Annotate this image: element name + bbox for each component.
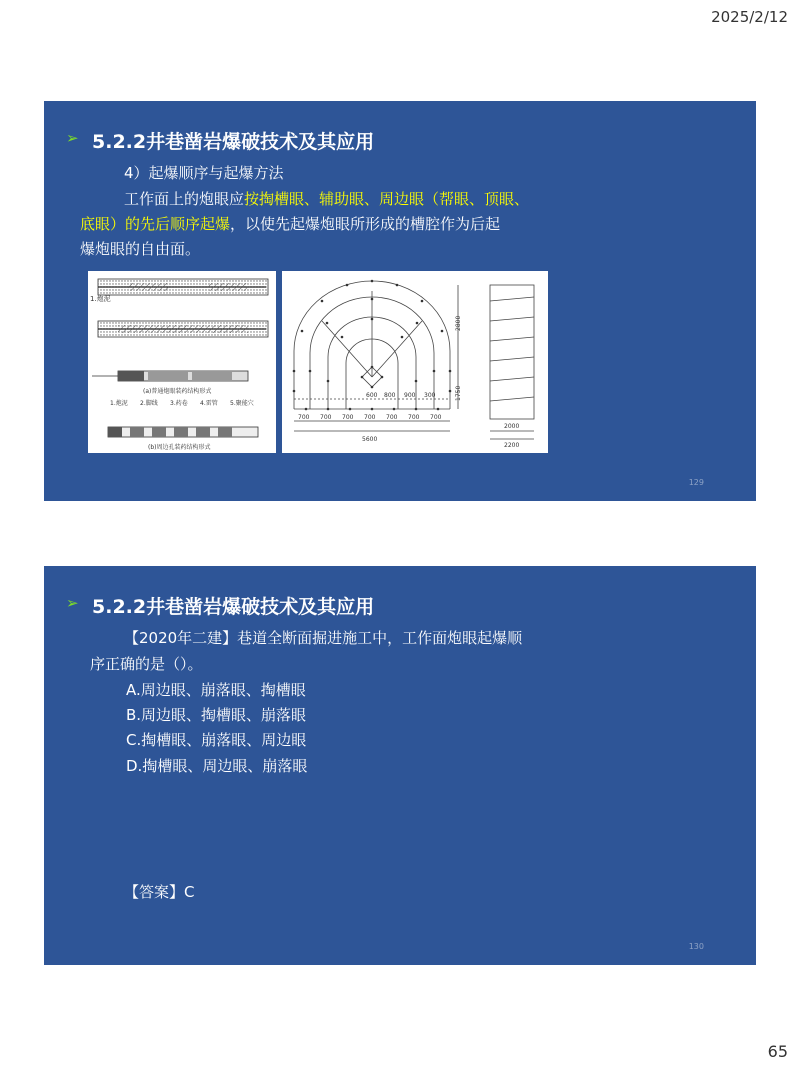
- slide-number: 129: [688, 478, 704, 487]
- spacing-1: 600: [366, 392, 378, 399]
- paragraph-line-2: [80, 212, 500, 237]
- spacing-bottom-7: 700: [430, 414, 442, 421]
- dim-width-total: 5600: [362, 436, 378, 443]
- option-b: B.周边眼、掏槽眼、崩落眼: [126, 706, 307, 724]
- legend-5: 5.聚能穴: [230, 400, 254, 407]
- option-d: D.掏槽眼、周边眼、崩落眼: [126, 757, 308, 775]
- answer: 【答案】C: [124, 883, 195, 901]
- slide-129: [44, 101, 756, 501]
- paragraph-line-1: [124, 187, 529, 212]
- legend-2: 2.脚线: [140, 400, 158, 407]
- arrow-bullet-icon: ➢: [66, 594, 79, 612]
- slide-title: [66, 592, 375, 619]
- fig-label-a: (a)普通炮眼装药结构形式: [143, 388, 212, 395]
- dim-side: 2200: [504, 442, 520, 449]
- text-highlight: 底眼）的先后顺序起爆: [80, 215, 231, 233]
- legend-3: 3.药卷: [170, 400, 188, 407]
- subtitle: 4）起爆顺序与起爆方法: [124, 164, 284, 182]
- spacing-3: 900: [404, 392, 416, 399]
- slide-130: [44, 566, 756, 965]
- spacing-bottom-3: 700: [342, 414, 354, 421]
- charge-structure-figure: [88, 271, 276, 453]
- text-highlight: 按掏槽眼、辅助眼、周边眼（帮眼、顶眼、: [244, 190, 530, 208]
- tunnel-blasthole-layout-figure: [282, 271, 548, 453]
- paragraph-line-3: 爆炮眼的自由面。: [80, 240, 201, 258]
- option-a: A.周边眼、崩落眼、掏槽眼: [126, 681, 306, 699]
- arrow-bullet-icon: ➢: [66, 129, 79, 147]
- spacing-bottom-6: 700: [408, 414, 420, 421]
- spacing-bottom-5: 700: [386, 414, 398, 421]
- spacing-2: 800: [384, 392, 396, 399]
- slide-number: 130: [688, 942, 704, 951]
- page-number: 65: [767, 1042, 788, 1061]
- slide-title-text: 5.2.2井巷凿岩爆破技术及其应用: [92, 596, 375, 618]
- legend-1: 1.炮泥: [110, 400, 128, 407]
- legend-4: 4.雷管: [200, 400, 218, 407]
- svg-text:1.炮泥: 1.炮泥: [90, 295, 111, 303]
- spacing-bottom-4: 700: [364, 414, 376, 421]
- slide-title: [66, 127, 375, 154]
- text-normal: 工作面上的炮眼应: [124, 190, 245, 208]
- question-line-2: 序正确的是（）。: [90, 655, 203, 673]
- spacing-bottom-2: 700: [320, 414, 332, 421]
- question-line-1: 【2020年二建】巷道全断面掘进施工中，工作面炮眼起爆顺: [124, 629, 523, 647]
- dim-side-inner: 2000: [504, 423, 520, 430]
- text-normal: ，以使先起爆炮眼所形成的槽腔作为后起: [230, 215, 501, 233]
- slide-title-text: 5.2.2井巷凿岩爆破技术及其应用: [92, 131, 375, 153]
- option-c: C.掏槽眼、崩落眼、周边眼: [126, 731, 307, 749]
- fig-label-b: (b)周边孔装药结构形式: [148, 444, 211, 451]
- dim-height-upper: 2800: [455, 315, 462, 331]
- spacing-bottom-1: 700: [298, 414, 310, 421]
- page-date: 2025/2/12: [711, 8, 788, 26]
- spacing-4: 300: [424, 392, 436, 399]
- dim-height-lower: 1750: [455, 385, 462, 401]
